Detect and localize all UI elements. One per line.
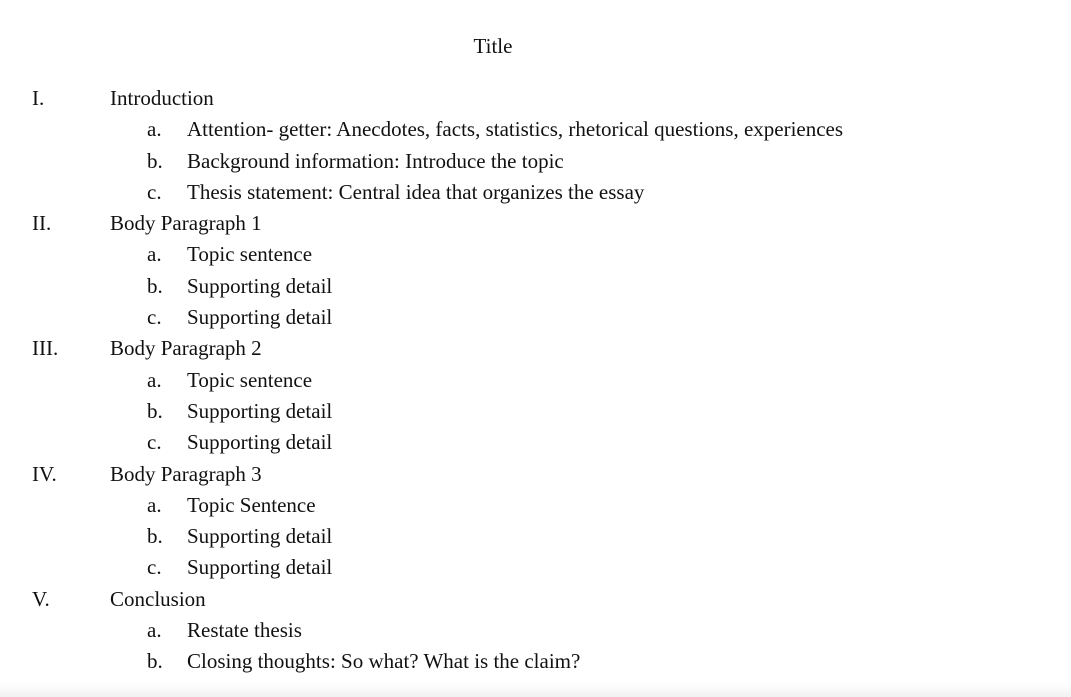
outline-section-conclusion	[0, 584, 1071, 615]
outline-item	[0, 396, 1071, 427]
item-letter: a.	[147, 367, 162, 392]
section-heading: Body Paragraph 2	[110, 336, 262, 361]
item-letter: a.	[147, 492, 162, 517]
item-letter: a.	[147, 242, 162, 267]
outline-item	[0, 427, 1071, 458]
outline-item	[0, 146, 1071, 177]
section-numeral: III.	[32, 336, 59, 361]
outline-section-body-2	[0, 333, 1071, 364]
item-text: Supporting detail	[187, 524, 333, 549]
item-letter: c.	[147, 430, 162, 455]
outline-item	[0, 615, 1071, 646]
item-letter: b.	[147, 398, 163, 423]
item-text: Supporting detail	[187, 305, 333, 330]
section-heading: Body Paragraph 1	[110, 211, 262, 236]
outline-section-body-3	[0, 459, 1071, 490]
outline-item	[0, 490, 1071, 521]
item-text: Supporting detail	[187, 430, 333, 455]
item-letter: c.	[147, 555, 162, 580]
item-text: Topic Sentence	[187, 492, 316, 517]
item-text: Topic sentence	[187, 242, 313, 267]
outline-item	[0, 177, 1071, 208]
item-text: Topic sentence	[187, 367, 313, 392]
item-letter: c.	[147, 179, 162, 204]
item-text: Supporting detail	[187, 555, 333, 580]
outline-item	[0, 239, 1071, 270]
item-letter: a.	[147, 117, 162, 142]
item-text: Restate thesis	[187, 618, 302, 643]
outline-item	[0, 114, 1071, 145]
item-text: Attention- getter: Anecdotes, facts, statistics, rhetorical questions, experiences	[187, 117, 844, 142]
outline-section-body-1	[0, 208, 1071, 239]
outline-item	[0, 521, 1071, 552]
section-heading: Conclusion	[110, 586, 206, 611]
outline-item	[0, 552, 1071, 583]
outline-section-introduction	[0, 83, 1071, 114]
essay-outline	[0, 83, 1071, 678]
outline-item	[0, 646, 1071, 677]
section-numeral: II.	[32, 211, 52, 236]
section-heading: Introduction	[110, 86, 214, 110]
item-letter: c.	[147, 305, 162, 330]
page-title: Title	[473, 34, 513, 58]
item-letter: b.	[147, 524, 163, 549]
item-letter: b.	[147, 148, 163, 173]
item-text: Closing thoughts: So what? What is the claim?	[187, 649, 581, 674]
item-letter: a.	[147, 618, 162, 643]
outline-item	[0, 365, 1071, 396]
item-text: Supporting detail	[187, 398, 333, 423]
item-text: Supporting detail	[187, 273, 333, 298]
item-text: Thesis statement: Central idea that organizes the essay	[187, 179, 645, 204]
section-numeral: V.	[32, 586, 50, 611]
section-numeral: I.	[32, 86, 45, 110]
page-bottom-shade	[0, 683, 1071, 697]
item-letter: b.	[147, 273, 163, 298]
item-letter: b.	[147, 649, 163, 674]
section-heading: Body Paragraph 3	[110, 461, 262, 486]
item-text: Background information: Introduce the topic	[187, 148, 564, 173]
outline-item	[0, 302, 1071, 333]
section-numeral: IV.	[32, 461, 57, 486]
outline-item	[0, 271, 1071, 302]
